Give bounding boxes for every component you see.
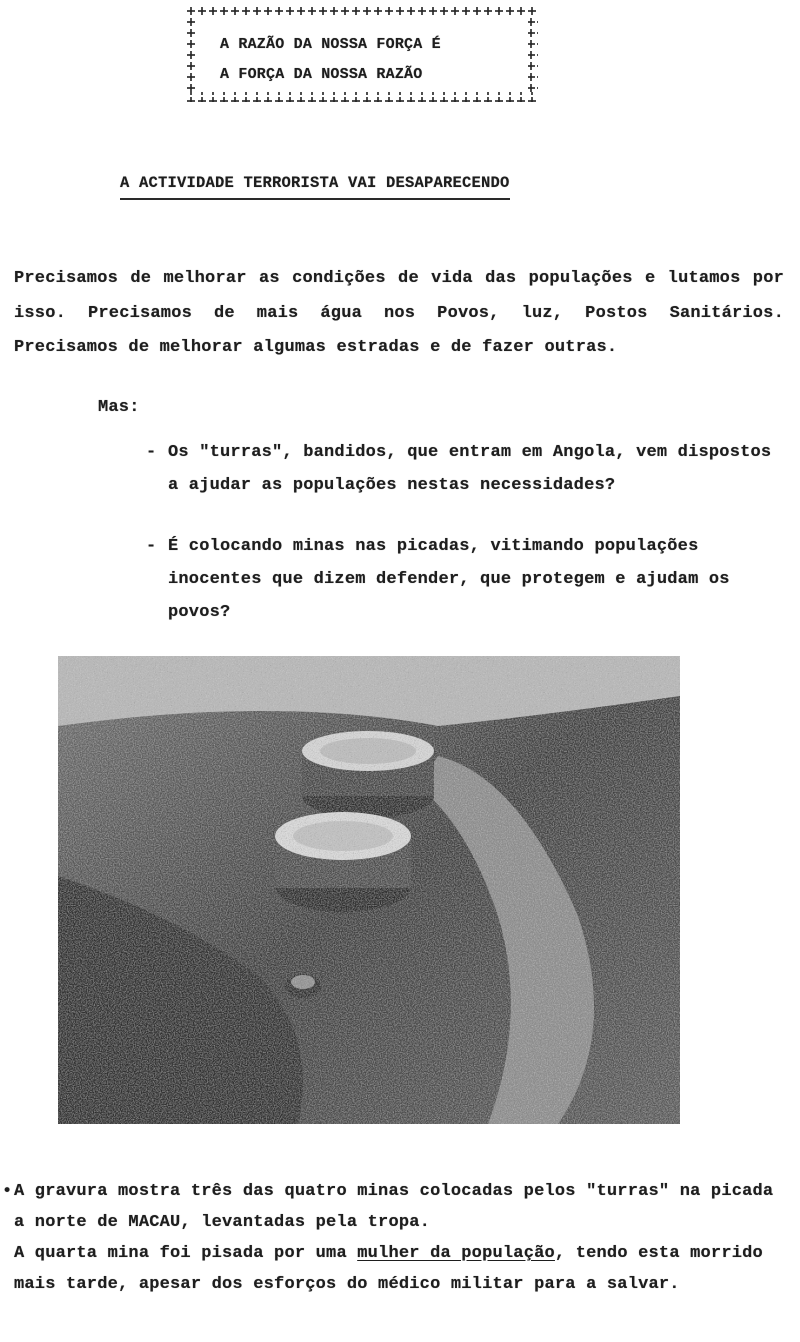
caption-bullet: •	[2, 1182, 13, 1201]
question-text-2: É colocando minas nas picadas, vitimando populações inocentes que dizem defender, que protegem e ajudam os povos?	[168, 537, 730, 622]
motto-line-2: A FORÇA DA NOSSA RAZÃO	[220, 66, 423, 83]
photo-caption	[2, 1176, 784, 1300]
landmines-photo	[58, 656, 680, 1124]
dash-bullet: -	[146, 537, 157, 556]
dash-bullet: -	[146, 443, 157, 462]
page-title: A ACTIVIDADE TERRORISTA VAI DESAPARECENDO	[120, 174, 510, 200]
caption-text-before: A quarta mina foi pisada por uma	[14, 1244, 358, 1263]
question-text-1: Os "turras", bandidos, que entram em Angola, vem dispostos a ajudar as populações nestas necessidades?	[168, 443, 772, 495]
caption-text-after: , tendo esta morrido mais tarde, apesar dos esforços do médico militar para a salvar.	[14, 1244, 763, 1294]
typed-plus-border	[186, 6, 538, 102]
caption-underlined-text: mulher da população	[357, 1244, 555, 1263]
question-item-2	[146, 530, 784, 629]
motto-line-1: A RAZÃO DA NOSSA FORÇA É	[220, 36, 441, 53]
motto-box	[186, 6, 538, 102]
question-item-1	[146, 436, 778, 502]
intro-paragraph: Precisamos de melhorar as condições de vida das populações e lutamos por isso. Precisamos de mais água nos Povos, luz, Postos Sanitários. Precisamos de melhorar algumas estradas e de fazer outras.	[14, 269, 784, 357]
caption-line-2	[14, 1238, 784, 1300]
caption-line-1: A gravura mostra três das quatro minas colocadas pelos "turras" na picada a norte de MACAU, levantadas pela tropa.	[14, 1182, 774, 1232]
mas-label: Mas:	[98, 398, 140, 417]
